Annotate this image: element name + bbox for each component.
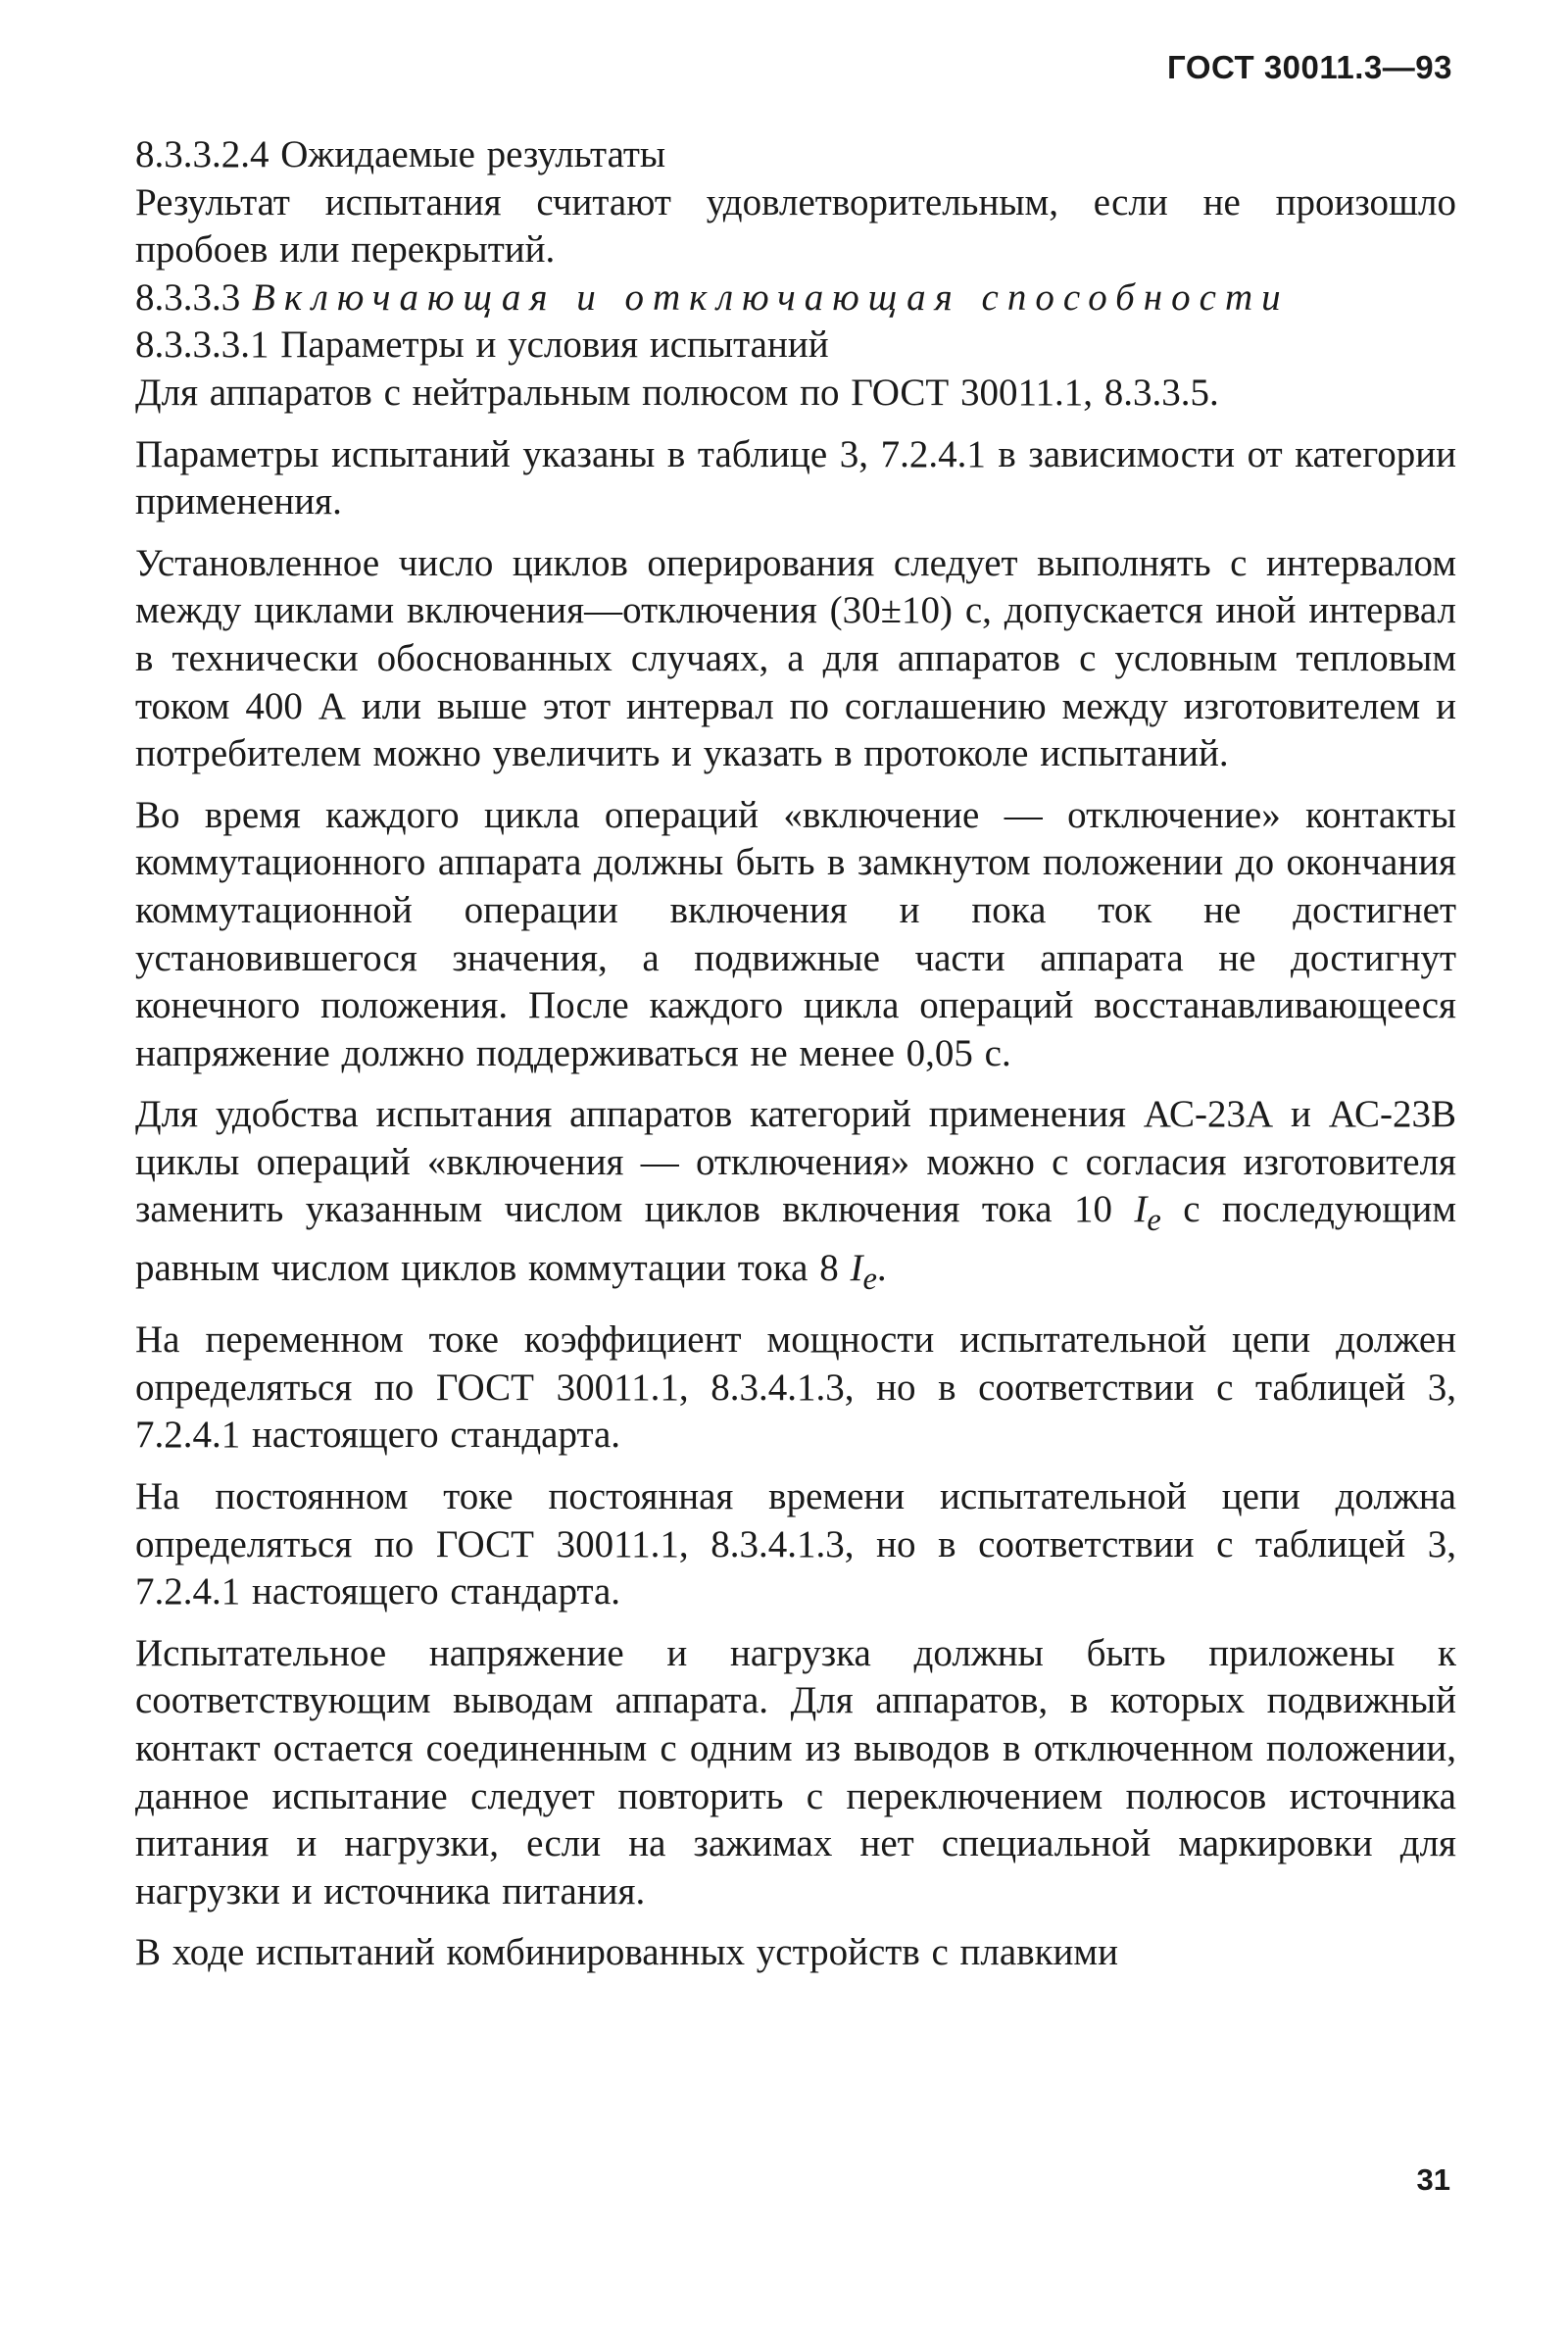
text-run: .	[876, 1246, 887, 1289]
paragraph: Результат испытания считают удовлетворительным, если не произошло пробоев или перекрытий.	[135, 180, 1456, 272]
text-run: с последующим равным числом циклов коммутации тока 8	[135, 1188, 1457, 1289]
page-number: 31	[1416, 2162, 1450, 2197]
paragraph: Установленное число циклов оперирования следует выполнять с интервалом между циклами включения—отключения (30±10) с, допускается иной интервал в технически обоснованных случаях, а для аппаратов с условным тепловым током 400 А или выше этот интервал по соглашению между изготовителем и потребителем можно увеличить и указать в протоколе испытаний.	[135, 541, 1456, 775]
current-subscript: e	[1147, 1203, 1161, 1239]
section-title: Включающая и отключающая способности	[252, 275, 1290, 319]
paragraph: На переменном токе коэффициент мощности испытательной цепи должен определяться по ГОСТ 30011.1, 8.3.4.1.3, но в соответствии с таблицей 3, 7.2.4.1 настоящего стандарта.	[135, 1318, 1456, 1457]
paragraph: Параметры испытаний указаны в таблице 3, 7.2.4.1 в зависимости от категории применения.	[135, 432, 1456, 523]
current-symbol: I	[850, 1246, 863, 1289]
current-subscript: e	[862, 1261, 877, 1297]
paragraph: В ходе испытаний комбинированных устройств с плавкими	[135, 1931, 1118, 1974]
section-heading-8-3-3-3-1: 8.3.3.3.1 Параметры и условия испытаний	[135, 323, 829, 367]
paragraph	[135, 1091, 1456, 1303]
body-text	[135, 131, 1456, 1977]
section-number: 8.3.3.3	[135, 275, 241, 319]
paragraph: На постоянном токе постоянная времени испытательной цепи должна определяться по ГОСТ 30011.1, 8.3.4.1.3, но в соответствии с таблицей 3, 7.2.4.1 настоящего стандарта.	[135, 1475, 1456, 1614]
paragraph: Во время каждого цикла операций «включение — отключение» контакты коммутационного аппарата должны быть в замкнутом положении до окончания коммутационной операции включения и пока ток не достигнет установившегося значения, а подвижные части аппарата не достигнут конечного положения. После каждого цикла операций восстанавливающееся напряжение должно поддерживаться не менее 0,05 с.	[135, 793, 1456, 1074]
paragraph: Испытательное напряжение и нагрузка должны быть приложены к соответствующим выводам аппарата. Для аппаратов, в которых подвижный контакт остается соединенным с одним из выводов в отключенном положении, данное испытание следует повторить с переключением полюсов источника питания и нагрузки, если на зажимах нет специальной маркировки для нагрузки и источника питания.	[135, 1631, 1456, 1912]
text-run: Для удобства испытания аппаратов категорий применения АС-23А и АС-23В циклы операций «включения — отключения» можно с согласия изготовителя заменить указанным числом циклов включения тока 10	[135, 1093, 1456, 1231]
current-symbol: I	[1134, 1188, 1148, 1231]
standard-code-header: ГОСТ 30011.3—93	[1167, 49, 1452, 85]
section-heading-8-3-3-2-4: 8.3.3.2.4 Ожидаемые результаты	[135, 133, 666, 175]
section-heading-8-3-3-3	[135, 274, 1456, 323]
paragraph: Для аппаратов с нейтральным полюсом по ГОСТ 30011.1, 8.3.3.5.	[135, 371, 1219, 414]
